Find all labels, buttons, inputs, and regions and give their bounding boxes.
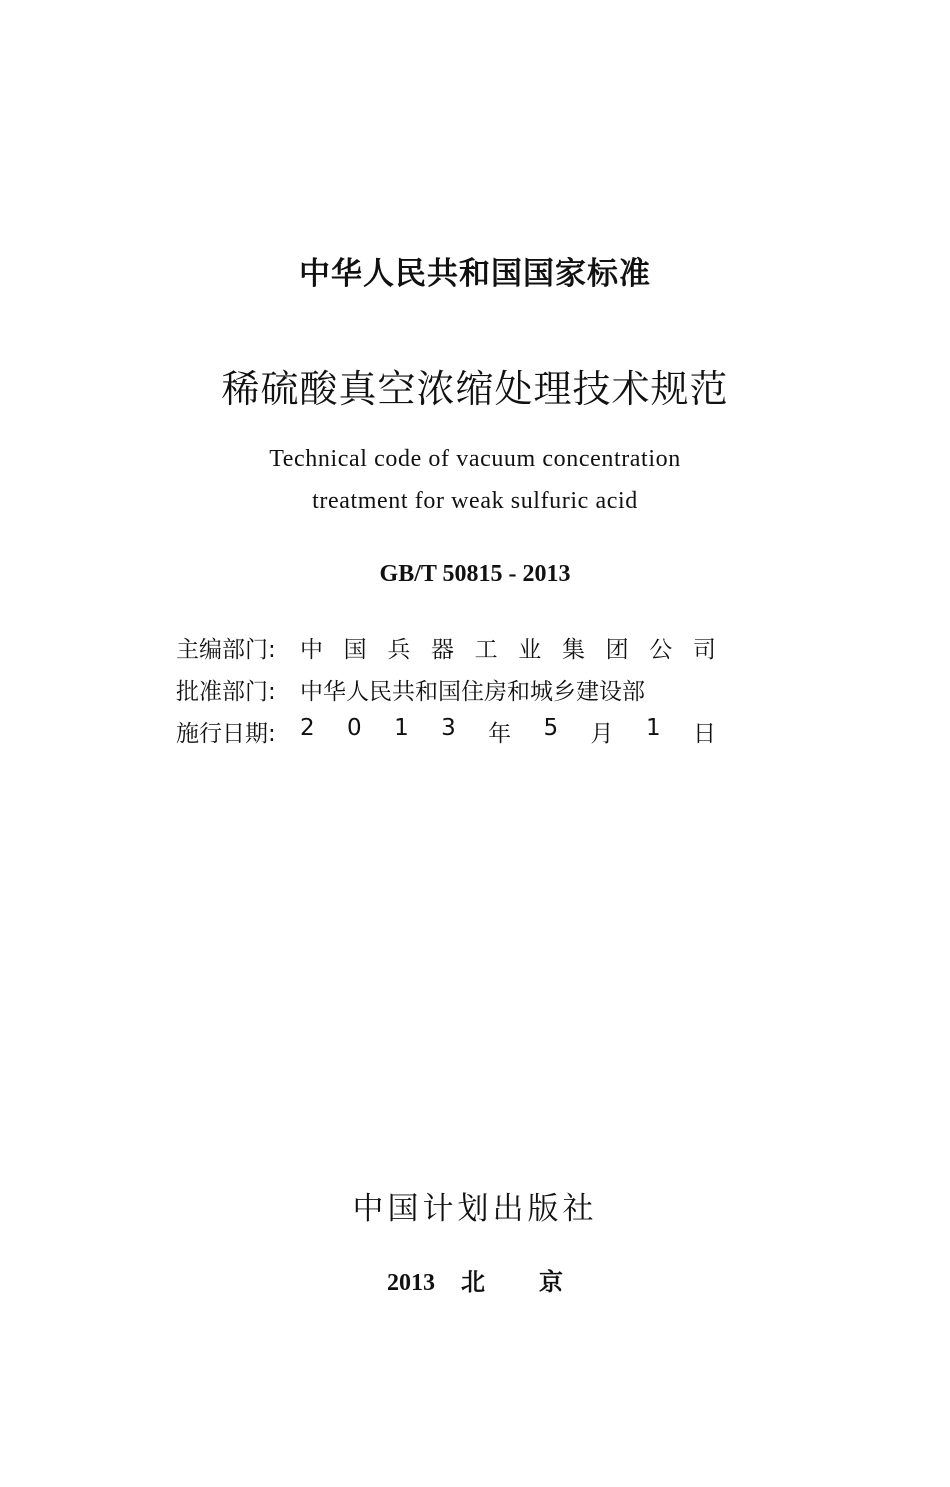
effective-date-label: 施行日期: (176, 720, 276, 747)
date-char: 3 (441, 714, 456, 741)
date-char: 1 (394, 714, 409, 741)
editor-row (176, 630, 716, 664)
date-char: 日 (692, 720, 716, 747)
date-char: 5 (543, 714, 559, 741)
editor-char: 中 (300, 636, 323, 663)
publication-year: 2013 (387, 1270, 435, 1296)
editor-char: 集 (561, 636, 585, 663)
editor-char: 器 (430, 636, 454, 663)
editor-char: 公 (649, 636, 673, 663)
date-char: 0 (347, 714, 362, 741)
english-title-line-2: treatment for weak sulfuric acid (312, 488, 638, 514)
chinese-title: 稀硫酸真空浓缩处理技术规范 (221, 367, 729, 411)
date-char: 年 (488, 720, 512, 747)
editor-char: 兵 (387, 636, 411, 663)
publication-city-char: 北 (461, 1268, 485, 1296)
date-char: 2 (300, 714, 315, 741)
effective-date-row (176, 714, 716, 748)
effective-date-value (300, 715, 716, 748)
approver-row (176, 672, 716, 706)
editor-char: 工 (474, 636, 498, 663)
editor-char: 国 (343, 636, 367, 663)
editor-char: 团 (605, 636, 629, 663)
publisher-name: 中国计划出版社 (352, 1191, 598, 1227)
editor-value (300, 631, 716, 664)
date-char: 1 (645, 714, 661, 741)
publication-city-char: 京 (539, 1268, 563, 1296)
editor-char: 司 (692, 636, 716, 663)
national-standard-heading: 中华人民共和国国家标准 (299, 256, 651, 292)
approver-value: 中华人民共和国住房和城乡建设部 (300, 678, 645, 705)
standard-code: GB/T 50815 - 2013 (379, 561, 571, 587)
editor-char: 业 (518, 636, 542, 663)
approver-label: 批准部门: (176, 678, 276, 705)
imprint-line (0, 1262, 950, 1297)
english-title-line-1: Technical code of vacuum concentration (269, 446, 681, 472)
editor-label: 主编部门: (176, 636, 276, 663)
date-char: 月 (590, 720, 614, 747)
